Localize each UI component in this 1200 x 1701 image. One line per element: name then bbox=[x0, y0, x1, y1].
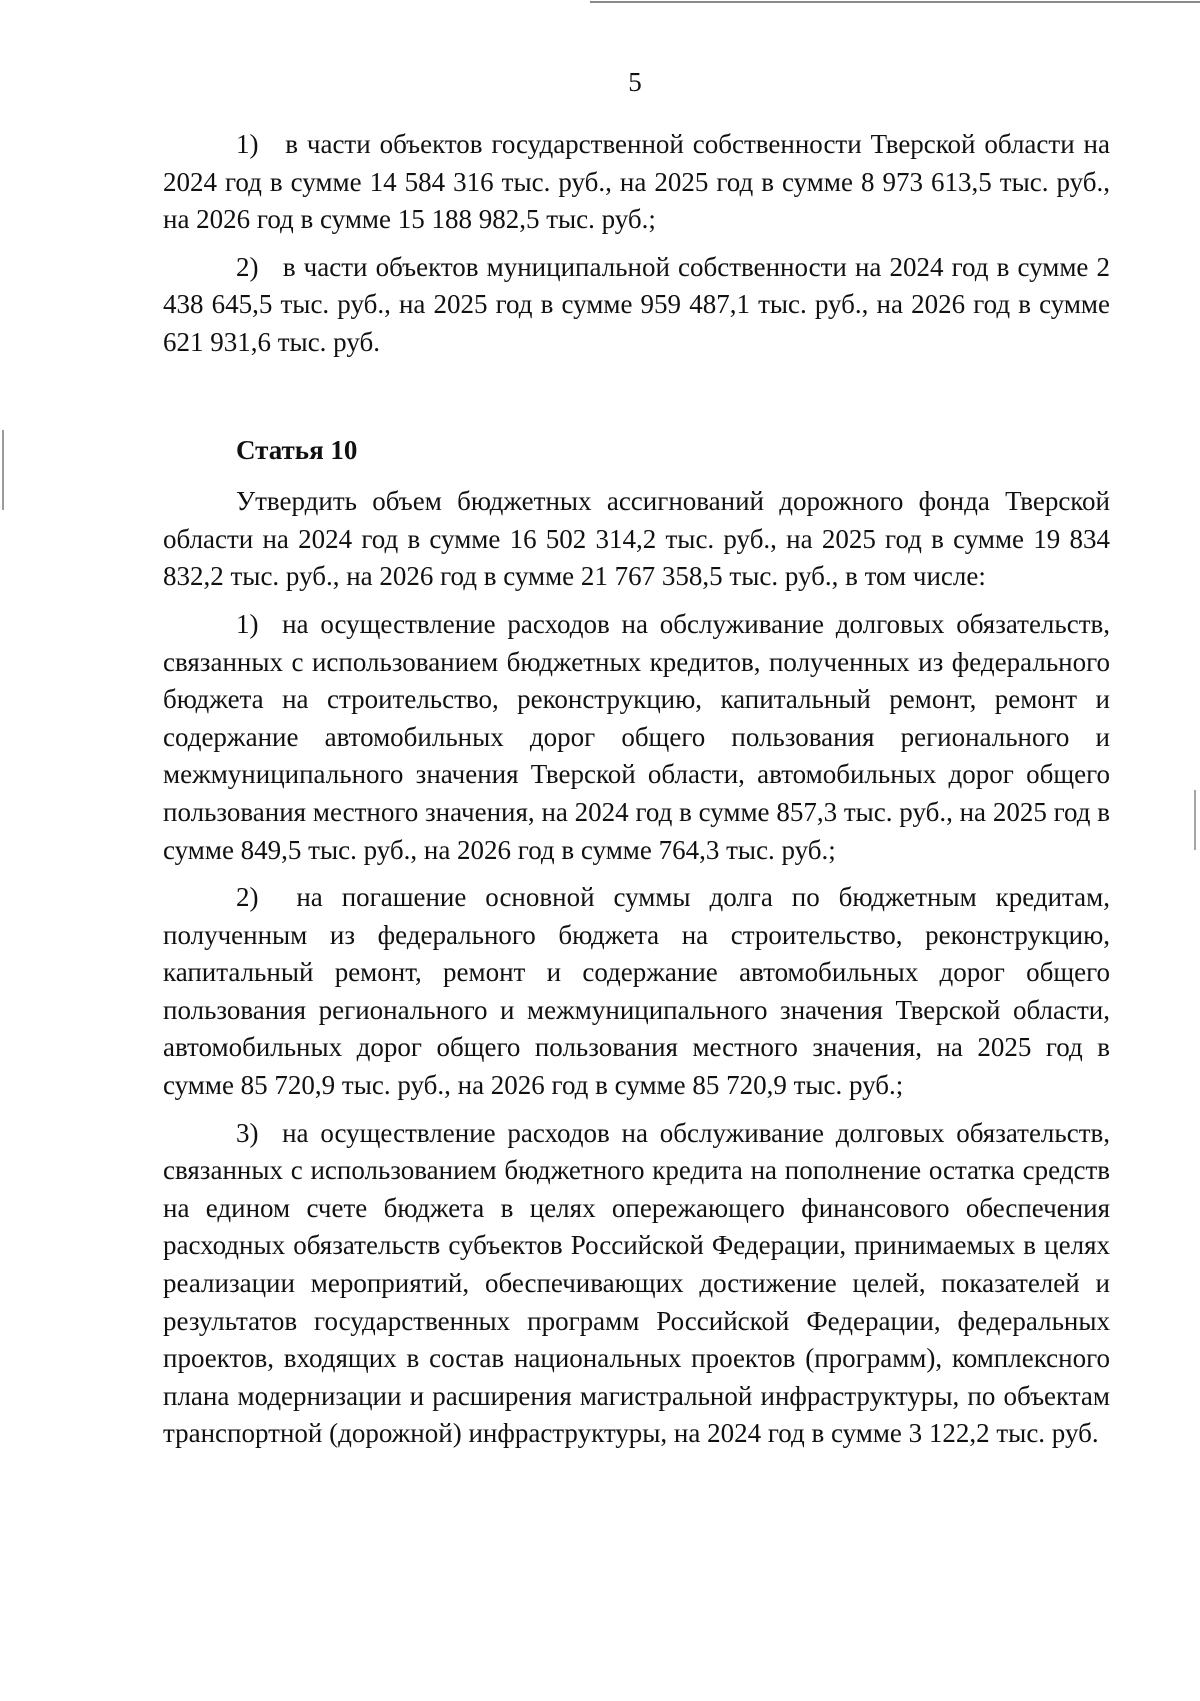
scan-artifact-top-line bbox=[590, 1, 1200, 3]
scan-artifact-right-edge bbox=[1194, 790, 1196, 850]
document-body bbox=[163, 126, 1110, 1453]
article-item-2: 2) на погашение основной суммы долга по бюджетным кредитам, полученным из федерального бюджета на строительство, реконструкцию, капитальный ремонт, ремонт и содержание автомобильных дорог общего пользования регионального и межмуниципального значения Тверской области, автомобильных дорог общего пользования местного значения, на 2025 год в сумме 85 720,9 тыс. руб., на 2026 год в сумме 85 720,9 тыс. руб.; bbox=[163, 882, 1110, 1101]
article-item-1: 1) на осуществление расходов на обслуживание долговых обязательств, связанных с использованием бюджетных кредитов, полученных из федерального бюджета на строительство, реконструкцию, капитальный ремонт, ремонт и содержание автомобильных дорог общего пользования регионального и межмуниципального значения Тверской области, автомобильных дорог общего пользования местного значения, на 2024 год в сумме 857,3 тыс. руб., на 2025 год в сумме 849,5 тыс. руб., на 2026 год в сумме 764,3 тыс. руб.; bbox=[163, 608, 1110, 865]
article-heading: Статья 10 bbox=[236, 434, 358, 465]
paragraph-municipal-property: 2) в части объектов муниципальной собственности на 2024 год в сумме 2 438 645,5 тыс. руб., на 2025 год в сумме 959 487,1 тыс. руб., на 2026 год в сумме 621 931,6 тыс. руб. bbox=[163, 251, 1110, 357]
article-intro: Утвердить объем бюджетных ассигнований дорожного фонда Тверской области на 2024 год в сумме 16 502 314,2 тыс. руб., на 2025 год в сумме 19 834 832,2 тыс. руб., на 2026 год в сумме 21 767 358,5 тыс. руб., в том числе: bbox=[163, 486, 1110, 592]
paragraph-state-property: 1) в части объектов государственной собственности Тверской области на 2024 год в сумме 14 584 316 тыс. руб., на 2025 год в сумме 8 973 613,5 тыс. руб., на 2026 год в сумме 15 188 982,5 тыс. руб.; bbox=[163, 129, 1110, 235]
article-item-3: 3) на осуществление расходов на обслуживание долговых обязательств, связанных с использованием бюджетного кредита на пополнение остатка средств на едином счете бюджета в целях опережающего финансового обеспечения расходных обязательств субъектов Российской Федерации, принимаемых в целях реализации мероприятий, обеспечивающих достижение целей, показателей и результатов государственных программ Российской Федерации, федеральных проектов, входящих в состав национальных проектов (программ), комплексного плана модернизации и расширения магистральной инфраструктуры, по объектам транспортной (дорожной) инфраструктуры, на 2024 год в сумме 3 122,2 тыс. руб. bbox=[163, 1117, 1110, 1449]
page-number: 5 bbox=[628, 67, 642, 97]
scan-artifact-left-edge bbox=[2, 430, 4, 510]
